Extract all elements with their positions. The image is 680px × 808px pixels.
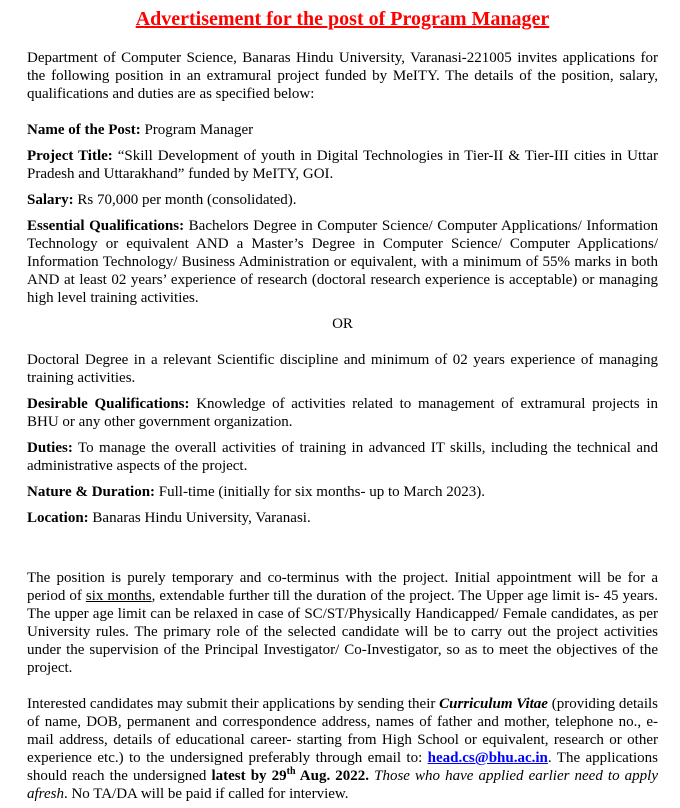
terms-duration: six months <box>85 588 152 604</box>
nature-value: Full-time (initially for six months- up to March 2023). <box>155 484 486 500</box>
post-name <box>27 121 658 139</box>
intro-paragraph: Department of Computer Science, Banaras Hindu University, Varanasi-221005 invites applications for the following position in an extramural project funded by MeITY. The details of the position, salary, qualifications and duties are as specified below: <box>27 50 658 102</box>
salary <box>27 191 658 209</box>
or-separator: OR <box>332 316 353 332</box>
project-value: “Skill Development of youth in Digital Technologies in Tier-II & Tier-III cities in Uttar Pradesh and Uttarakhand” funded by MeITY, GOI. <box>27 148 658 182</box>
post-label: Name of the Post: <box>27 122 141 138</box>
page-title: Advertisement for the post of Program Manager <box>135 8 550 30</box>
duties-value: To manage the overall activities of training in advanced IT skills, including the technical and administrative aspects of the project. <box>27 440 658 474</box>
project-title <box>27 147 658 183</box>
doctoral-alternative: Doctoral Degree in a relevant Scientific discipline and minimum of 02 years experience of managing training activities. <box>27 352 658 386</box>
desirable-value: Knowledge of activities related to management of extramural projects in BHU or any other government organization. <box>27 396 658 430</box>
nature-label: Nature & Duration: <box>27 484 156 500</box>
duties <box>27 439 658 475</box>
post-value: Program Manager <box>140 122 254 138</box>
email-link[interactable]: head.cs@bhu.ac.in <box>427 750 548 766</box>
duties-label: Duties: <box>27 440 73 456</box>
desirable-label: Desirable Qualifications: <box>27 396 190 412</box>
apply-part3: . The applications should reach the undersigned <box>27 750 658 784</box>
salary-label: Salary: <box>27 192 74 208</box>
terms-part2: , extendable further till the duration of the project. The Upper age limit is- 45 years. The upper age limit can be relaxed in case of SC/ST/Physically Handicapped/ Female candidates, as per University rules. The primary role of the selected candidate will be to carry out the project activities under the supervision of the Principal Investigator/ Co-Investigator, so as to meet the objectives of the project. <box>27 588 658 676</box>
deadline <box>211 768 369 784</box>
desirable-qualifications <box>27 395 658 431</box>
salary-value: Rs 70,000 per month (consolidated). <box>73 192 297 208</box>
location-label: Location: <box>27 510 89 526</box>
apply-part2: (providing details of name, DOB, permanent and correspondence address, names of father and mother, telephone no., e-mail address, details of educational career- starting from High School or equivalent, research or other experience etc.) to the undersigned preferably through email to: <box>27 696 658 766</box>
terms-paragraph <box>27 569 658 677</box>
apply-part4: . No TA/DA will be paid if called for interview. <box>63 786 349 802</box>
apply-part1: Interested candidates may submit their applications by sending their <box>27 696 440 712</box>
nature-duration <box>27 483 658 501</box>
terms-part1: The position is purely temporary and co-terminus with the project. Initial appointment will be for a period of <box>27 570 658 604</box>
essential-qualifications <box>27 217 658 307</box>
essential-value: Bachelors Degree in Computer Science/ Computer Applications/ Information Technology or equivalent AND a Master’s Degree in Computer Science/ Computer Applications/ Information Technology/ Business Administration or equivalent, with a minimum of 55% marks in both AND at least 02 years’ experience of research (doctoral research experience is acceptable) or managing high level training activities. <box>27 218 659 306</box>
deadline-sup: th <box>286 766 296 777</box>
location-value: Banaras Hindu University, Varanasi. <box>88 510 311 526</box>
apply-paragraph <box>27 695 658 803</box>
project-label: Project Title: <box>27 148 113 164</box>
apply-afresh-note: Those who have applied earlier need to apply afresh <box>27 768 658 802</box>
essential-label: Essential Qualifications: <box>27 218 185 234</box>
location <box>27 509 658 527</box>
deadline-prefix: latest by 29 <box>211 768 287 784</box>
deadline-suffix: Aug. 2022. <box>295 768 370 784</box>
apply-cv: Curriculum Vitae <box>439 696 548 712</box>
